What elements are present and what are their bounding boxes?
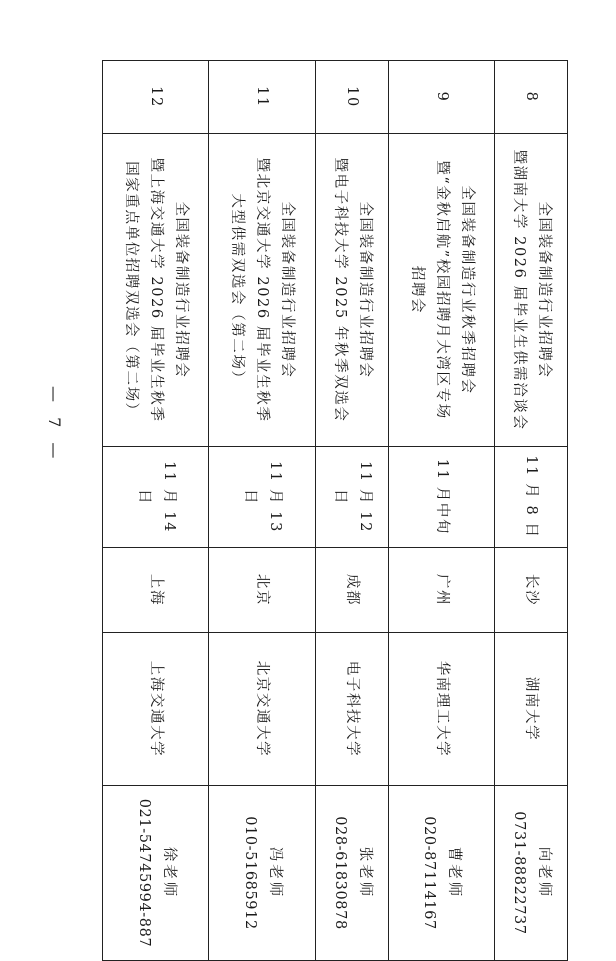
contact-phone: 010-51685912 bbox=[241, 816, 258, 930]
event-name-line: 暨“金秋启航”校园招聘月大湾区专场 bbox=[433, 160, 450, 420]
table-body bbox=[103, 61, 568, 961]
host-school-cell: 北京交通大学 bbox=[209, 633, 315, 786]
event-name-cell bbox=[388, 134, 494, 447]
event-date-cell: 11 月 14 日 bbox=[103, 447, 209, 548]
event-name-cell bbox=[209, 134, 315, 447]
row-seq-cell: 12 bbox=[103, 61, 209, 134]
event-date-cell: 11 月 8 日 bbox=[494, 447, 567, 548]
row-seq-cell: 9 bbox=[388, 61, 494, 134]
contact-cell bbox=[209, 786, 315, 961]
recruitment-table bbox=[102, 60, 568, 961]
event-city-cell: 成都 bbox=[315, 548, 388, 633]
event-city-cell: 上海 bbox=[103, 548, 209, 633]
event-name-line: 招聘会 bbox=[408, 265, 425, 315]
host-school-cell: 华南理工大学 bbox=[388, 633, 494, 786]
row-seq-cell: 8 bbox=[494, 61, 567, 134]
event-date-cell: 11 月 12 日 bbox=[315, 447, 388, 548]
contact-name: 向老师 bbox=[535, 846, 552, 900]
contact-cell bbox=[315, 786, 388, 961]
row-seq-cell: 10 bbox=[315, 61, 388, 134]
event-name-line: 全国装备制造行业秋季招聘会 bbox=[458, 185, 475, 395]
event-city-cell: 广州 bbox=[388, 548, 494, 633]
contact-cell bbox=[494, 786, 567, 961]
event-name-line: 国家重点单位招聘双选会（第二场） bbox=[123, 161, 140, 419]
event-date-cell: 11 月中旬 bbox=[388, 447, 494, 548]
host-school-cell: 上海交通大学 bbox=[103, 633, 209, 786]
contact-name: 曹老师 bbox=[446, 846, 463, 900]
table-row bbox=[103, 61, 209, 961]
event-name-cell bbox=[315, 134, 388, 447]
event-name-cell bbox=[494, 134, 567, 447]
contact-phone: 021-54745994-887 bbox=[135, 798, 152, 948]
event-name-cell bbox=[103, 134, 209, 447]
contact-cell bbox=[388, 786, 494, 961]
contact-cell bbox=[103, 786, 209, 961]
event-name-line: 全国装备制造行业招聘会 bbox=[279, 201, 296, 379]
contact-name: 徐老师 bbox=[160, 846, 177, 900]
event-name-line: 大型供需双选会（第二场） bbox=[229, 193, 246, 387]
table-row bbox=[494, 61, 567, 961]
event-name-line: 暨湖南大学 2026 届毕业生供需洽谈会 bbox=[510, 149, 527, 431]
row-seq-cell: 11 bbox=[209, 61, 315, 134]
event-name-line: 全国装备制造行业招聘会 bbox=[356, 201, 373, 379]
event-name-line: 暨上海交通大学 2026 届毕业生秋季 bbox=[148, 157, 165, 423]
contact-name: 张老师 bbox=[356, 846, 373, 900]
event-city-cell: 长沙 bbox=[494, 548, 567, 633]
contact-phone: 028-61830878 bbox=[331, 816, 348, 930]
event-name-line: 全国装备制造行业招聘会 bbox=[535, 201, 552, 379]
contact-name: 冯老师 bbox=[266, 846, 283, 900]
event-date-cell: 11 月 13 日 bbox=[209, 447, 315, 548]
table-row bbox=[315, 61, 388, 961]
event-name-line: 全国装备制造行业招聘会 bbox=[173, 201, 190, 379]
host-school-cell: 电子科技大学 bbox=[315, 633, 388, 786]
page-number: — 7 — bbox=[45, 386, 64, 464]
event-name-line: 暨北京交通大学 2026 届毕业生秋季 bbox=[254, 157, 271, 423]
event-city-cell: 北京 bbox=[209, 548, 315, 633]
table-row bbox=[209, 61, 315, 961]
event-name-line: 暨电子科技大学 2025 年秋季双选会 bbox=[331, 157, 348, 423]
host-school-cell: 湖南大学 bbox=[494, 633, 567, 786]
table-row bbox=[388, 61, 494, 961]
contact-phone: 0731-88822737 bbox=[510, 811, 527, 935]
contact-phone: 020-87114167 bbox=[421, 816, 438, 930]
